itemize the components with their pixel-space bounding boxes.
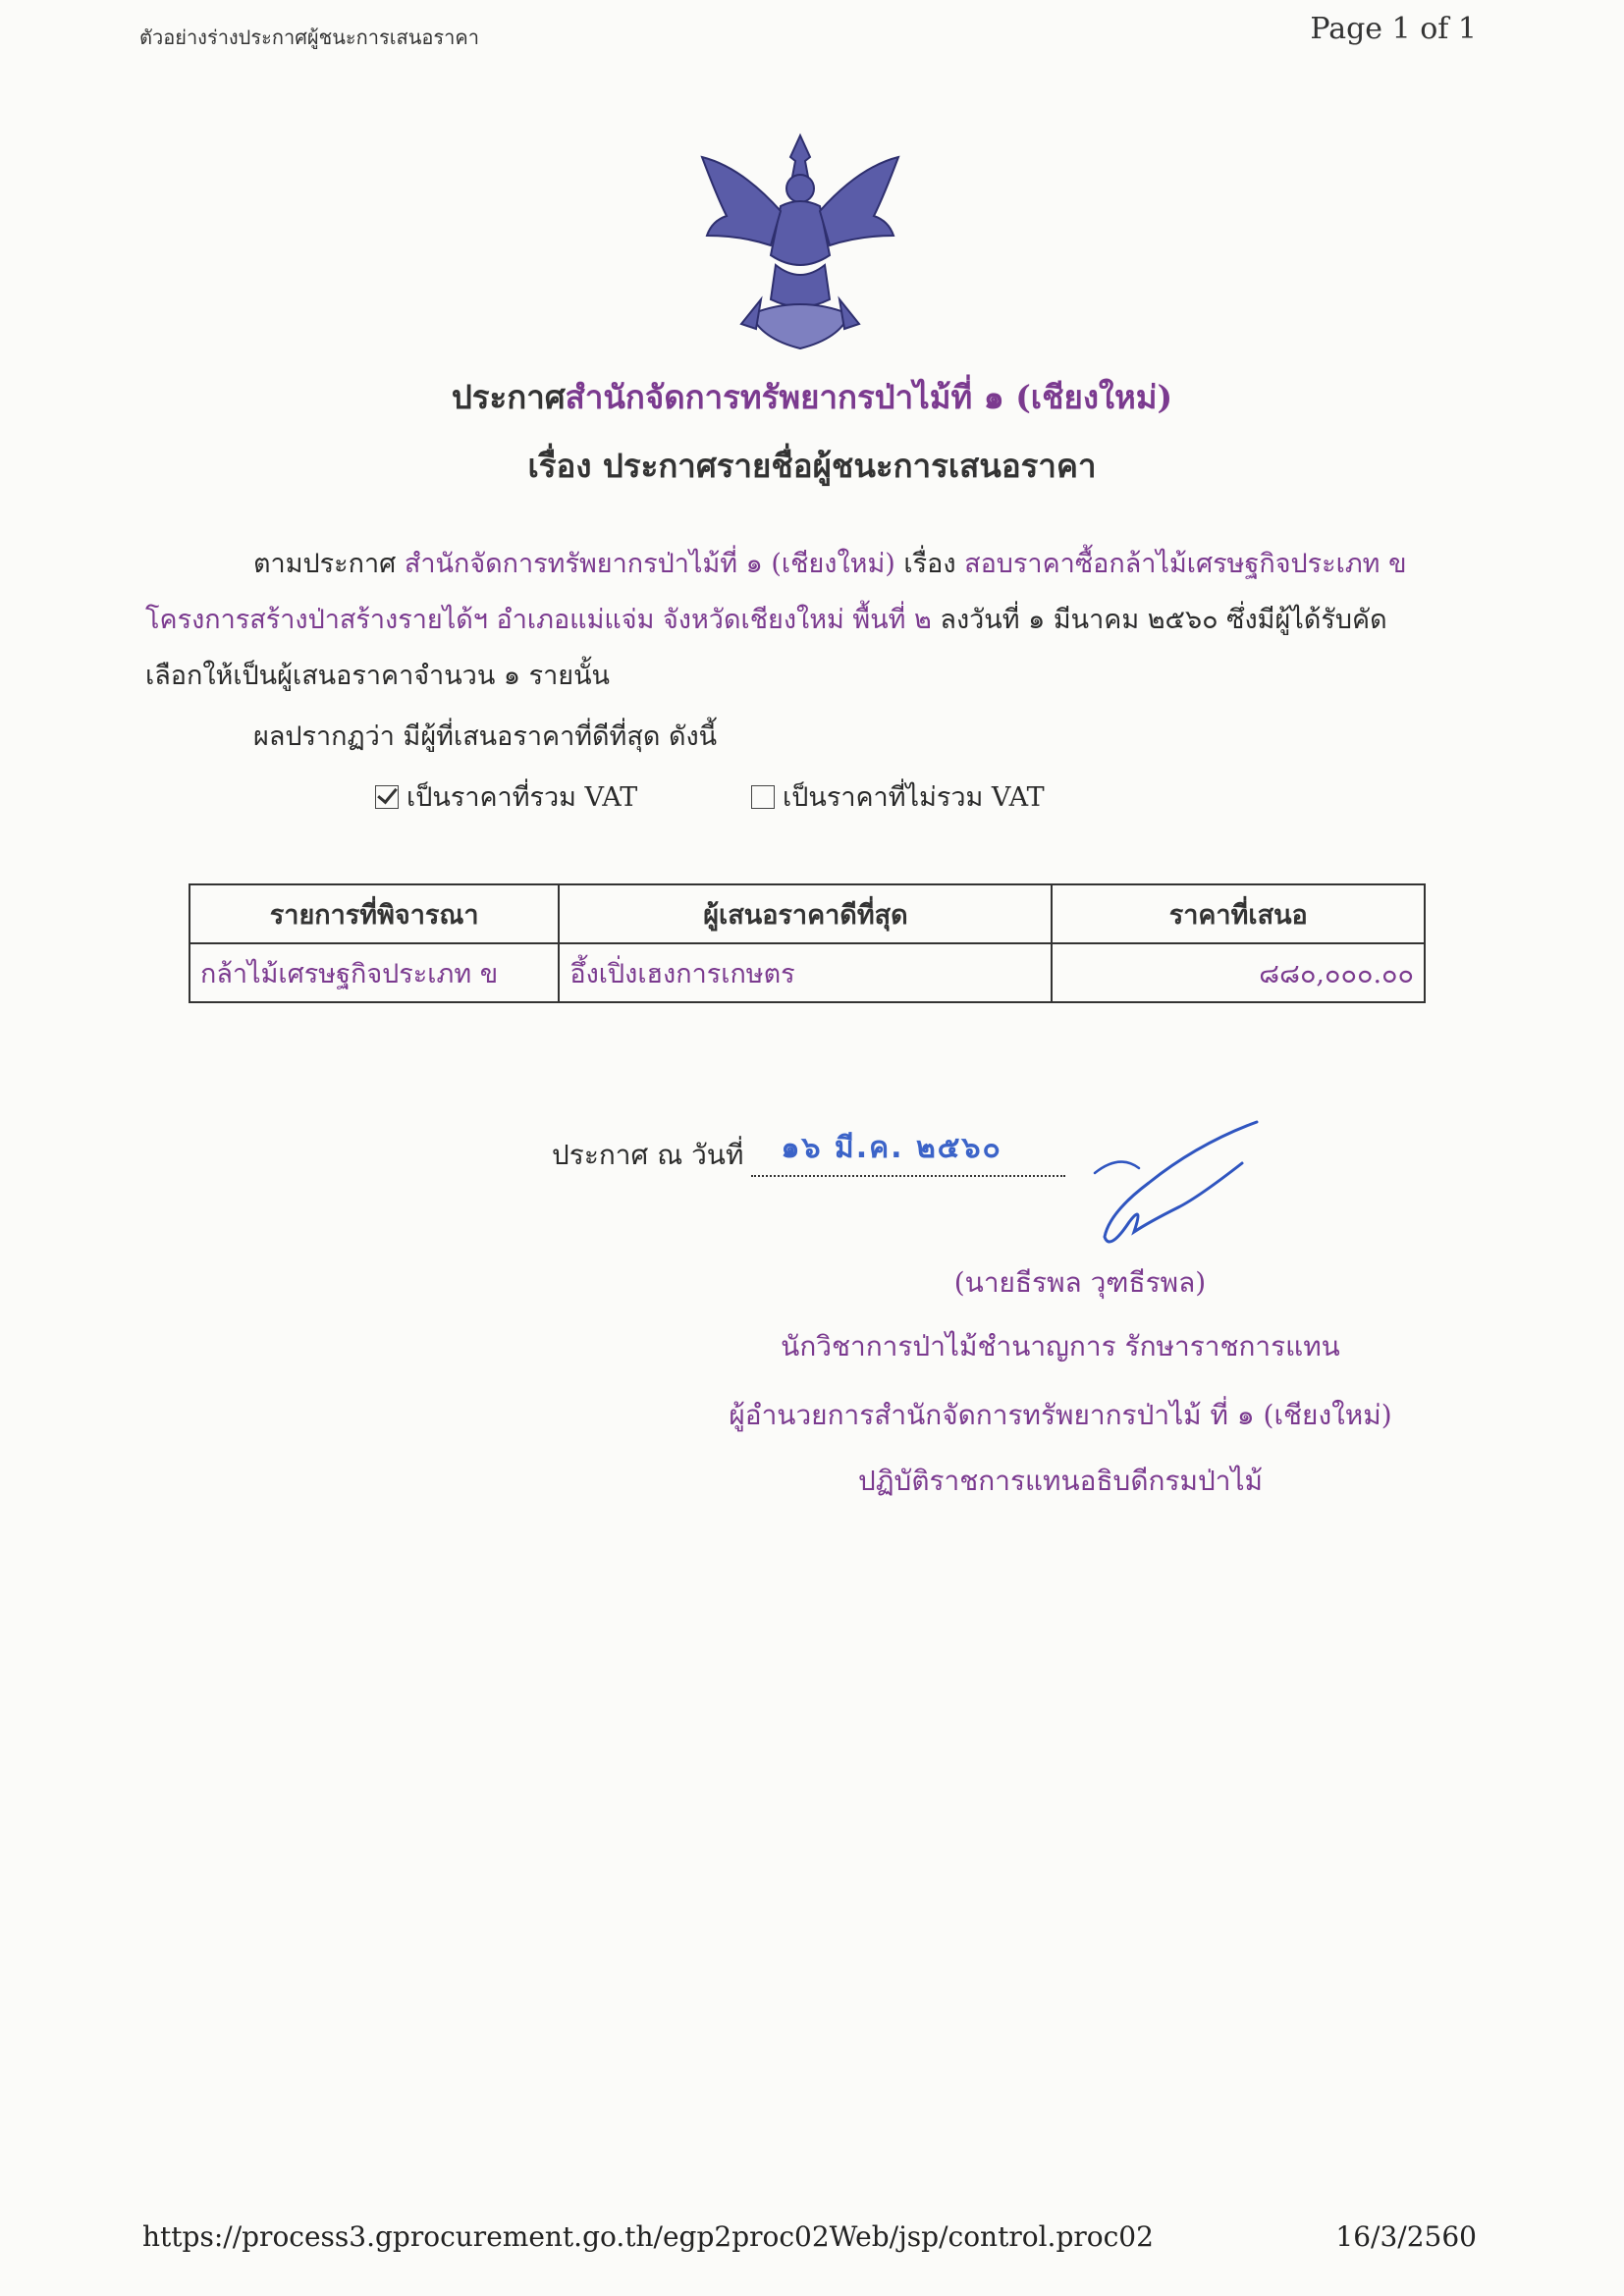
signatory-position-3: ปฏิบัติราชการแทนอธิบดีกรมป่าไม้	[857, 1465, 1263, 1497]
footer-url: https://process3.gprocurement.go.th/egp2proc02Web/jsp/control.proc02	[142, 2220, 1154, 2253]
signatory-position-1: นักวิชาการป่าไม้ชำนาญการ รักษาราชการแทน	[781, 1330, 1340, 1362]
body-line-3: เลือกให้เป็นผู้เสนอราคาจำนวน ๑ รายนั้น	[145, 661, 610, 691]
vat-excluded-label: เป็นราคาที่ไม่รวม VAT	[783, 782, 1045, 813]
date-stamp: ๑๖ มี.ค. ๒๕๖๐	[781, 1131, 1002, 1165]
checkbox-checked-icon	[375, 785, 399, 809]
title-prefix: ประกาศ	[451, 378, 566, 416]
table-cell-price: ๘๘๐,๐๐๐.๐๐	[1052, 943, 1425, 1002]
table-header: ราคาที่เสนอ	[1052, 884, 1425, 943]
footer-date: 16/3/2560	[1335, 2220, 1477, 2253]
table-header: รายการที่พิจารณา	[189, 884, 559, 943]
garuda-emblem-icon	[682, 128, 918, 363]
signature-icon	[1051, 1114, 1267, 1252]
body-text: เรื่อง	[894, 549, 965, 579]
body-text: ตามประกาศ	[253, 549, 405, 579]
vat-included-label: เป็นราคาที่รวม VAT	[406, 782, 638, 813]
announcement-title	[0, 371, 1624, 423]
body-org: สำนักจัดการทรัพยากรป่าไม้ที่ ๑ (เชียงใหม่)	[404, 549, 895, 579]
announcement-subject: เรื่อง ประกาศรายชื่อผู้ชนะการเสนอราคา	[527, 447, 1097, 485]
table-cell-item: กล้าไม้เศรษฐกิจประเภท ข	[189, 943, 559, 1002]
table-header-row	[189, 884, 1425, 943]
result-table	[189, 883, 1426, 1003]
signatory-position-2: ผู้อำนวยการสำนักจัดการทรัพยากรป่าไม้ ที่ ๑ (เชียงใหม่)	[729, 1399, 1392, 1431]
table-header: ผู้เสนอราคาดีที่สุด	[559, 884, 1052, 943]
announce-date-line	[552, 1131, 1065, 1177]
signatory-name: (นายธีรพล วุฑธีรพล)	[953, 1266, 1207, 1299]
body-project: โครงการสร้างป่าสร้างรายได้ฯ อำเภอแม่แจ่ม จังหวัดเชียงใหม่ พื้นที่ ๒	[145, 605, 932, 635]
announce-label: ประกาศ ณ วันที่	[552, 1139, 744, 1171]
date-field	[751, 1131, 1065, 1177]
vat-included-option	[375, 775, 637, 818]
body-line-4: ผลปรากฏว่า มีผู้ที่เสนอราคาที่ดีที่สุด ดังนี้	[253, 721, 718, 752]
table-cell-bidder: อึ้งเปิ่งเฮงการเกษตร	[559, 943, 1052, 1002]
body-line-2	[145, 592, 1461, 648]
header-doc-title: ตัวอย่างร่างประกาศผู้ชนะการเสนอราคา	[139, 26, 479, 49]
body-subject: สอบราคาซื้อกล้าไม้เศรษฐกิจประเภท ข	[964, 549, 1407, 579]
body-line-1	[145, 536, 1461, 592]
header-page-number: Page 1 of 1	[1310, 12, 1477, 46]
table-row	[189, 943, 1425, 1002]
checkbox-empty-icon	[751, 785, 775, 809]
title-organization: สำนักจัดการทรัพยากรป่าไม้ที่ ๑ (เชียงใหม่)	[565, 378, 1173, 416]
body-text: ลงวันที่ ๑ มีนาคม ๒๕๖๐ ซึ่งมีผู้ได้รับคัด	[931, 605, 1387, 635]
vat-excluded-option	[751, 775, 1045, 818]
